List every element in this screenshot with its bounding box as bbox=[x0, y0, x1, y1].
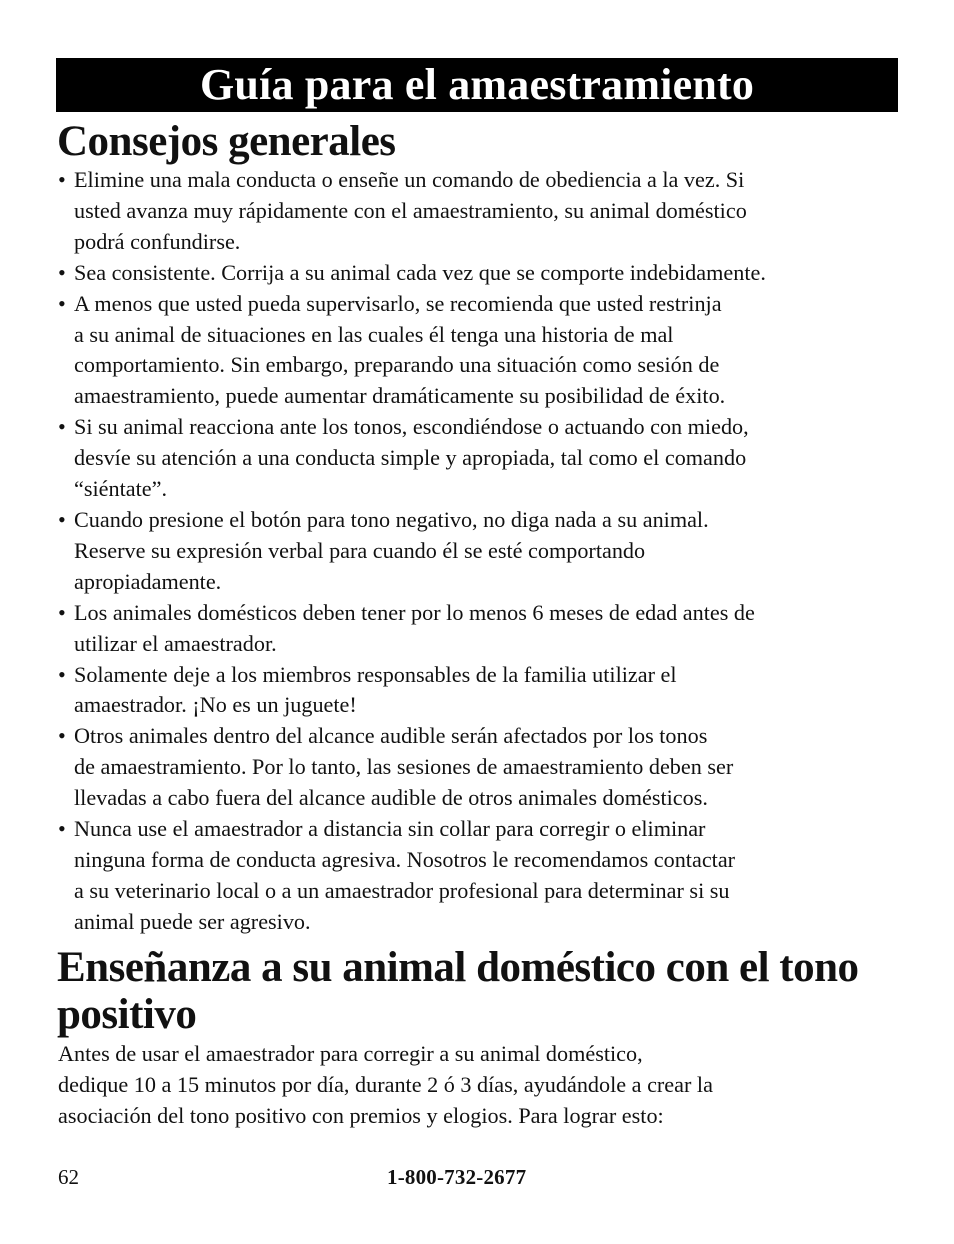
tip-text-line: “siéntate”. bbox=[74, 476, 168, 502]
tip-text-line: ninguna forma de conducta agresiva. Nosotros le recomendamos contactar bbox=[74, 846, 736, 872]
intro-text-line: Antes de usar el amaestrador para corregir a su animal doméstico, bbox=[58, 1041, 643, 1066]
bullet-marker: • bbox=[58, 723, 66, 749]
positive-tone-heading: Enseñanza a su animal doméstico con el tono positivo bbox=[57, 944, 859, 1038]
tip-text-line: Si su animal reacciona ante los tonos, escondiéndose o actuando con miedo, bbox=[74, 414, 749, 440]
bullet-marker: • bbox=[58, 816, 66, 842]
bullet-marker: • bbox=[58, 506, 66, 532]
tip-item bbox=[58, 721, 908, 814]
tip-text-line: A menos que usted pueda supervisarlo, se recomienda que usted restrinja bbox=[74, 290, 722, 316]
bullet-marker: • bbox=[58, 414, 66, 440]
tip-item bbox=[58, 258, 908, 289]
page-number: 62 bbox=[58, 1165, 79, 1189]
tip-text-line: Otros animales dentro del alcance audible serán afectados por los tonos bbox=[74, 723, 708, 749]
tip-item bbox=[58, 412, 908, 505]
bullet-marker: • bbox=[58, 290, 66, 316]
tip-text-line: Cuando presione el botón para tono negativo, no diga nada a su animal. bbox=[74, 506, 709, 532]
tip-text-line: desvíe su atención a una conducta simple y apropiada, tal como el comando bbox=[74, 445, 747, 471]
tip-item bbox=[58, 165, 908, 258]
tip-text-line: Elimine una mala conducta o enseñe un comando de obediencia a la vez. Si bbox=[74, 167, 745, 192]
tip-text-line: apropiadamente. bbox=[74, 568, 222, 594]
tip-text-line: amaestrador. ¡No es un juguete! bbox=[74, 692, 357, 718]
tip-text-line: a su veterinario local o a un amaestrador profesional para determinar si su bbox=[74, 877, 730, 903]
tip-text-line: Solamente deje a los miembros responsables de la familia utilizar el bbox=[74, 661, 677, 687]
tip-text-line: Los animales domésticos deben tener por lo menos 6 meses de edad antes de bbox=[74, 599, 755, 625]
tip-item bbox=[58, 660, 908, 722]
tip-text-line: llevadas a cabo fuera del alcance audible de otros animales domésticos. bbox=[74, 785, 708, 811]
intro-text-line: dedique 10 a 15 minutos por día, durante 2 ó 3 días, ayudándole a crear la bbox=[58, 1071, 713, 1097]
tip-item bbox=[58, 289, 908, 413]
bullet-marker: • bbox=[58, 661, 66, 687]
tip-text-line: Reserve su expresión verbal para cuando él se esté comportando bbox=[74, 537, 646, 563]
bullet-marker: • bbox=[58, 599, 66, 625]
general-tips-heading: Consejos generales bbox=[57, 118, 396, 165]
tip-text-line: Sea consistente. Corrija a su animal cada vez que se comporte indebidamente. bbox=[74, 259, 766, 285]
tip-text-line: podrá confundirse. bbox=[74, 228, 241, 254]
support-phone-number: 1-800-732-2677 bbox=[387, 1165, 527, 1189]
tip-text-line: de amaestramiento. Por lo tanto, las sesiones de amaestramiento deben ser bbox=[74, 754, 734, 780]
bullet-marker: • bbox=[58, 259, 66, 285]
tip-text-line: usted avanza muy rápidamente con el amaestramiento, su animal doméstico bbox=[74, 197, 747, 223]
positive-tone-intro-paragraph bbox=[58, 1039, 908, 1132]
tip-item bbox=[58, 598, 908, 660]
tip-text-line: Nunca use el amaestrador a distancia sin collar para corregir o eliminar bbox=[74, 816, 706, 842]
tip-text-line: animal puede ser agresivo. bbox=[74, 908, 311, 934]
bullet-marker: • bbox=[58, 167, 66, 192]
tip-text-line: a su animal de situaciones en las cuales él tenga una historia de mal bbox=[74, 321, 674, 347]
guide-title-banner: Guía para el amaestramiento bbox=[56, 58, 898, 112]
general-tips-list bbox=[58, 165, 908, 938]
tip-item bbox=[58, 814, 908, 938]
intro-text-line: asociación del tono positivo con premios y elogios. Para lograr esto: bbox=[58, 1102, 664, 1128]
tip-text-line: utilizar el amaestrador. bbox=[74, 630, 277, 656]
tip-text-line: comportamiento. Sin embargo, preparando una situación como sesión de bbox=[74, 352, 720, 378]
tip-text-line: amaestramiento, puede aumentar dramáticamente su posibilidad de éxito. bbox=[74, 383, 726, 409]
tip-item bbox=[58, 505, 908, 598]
